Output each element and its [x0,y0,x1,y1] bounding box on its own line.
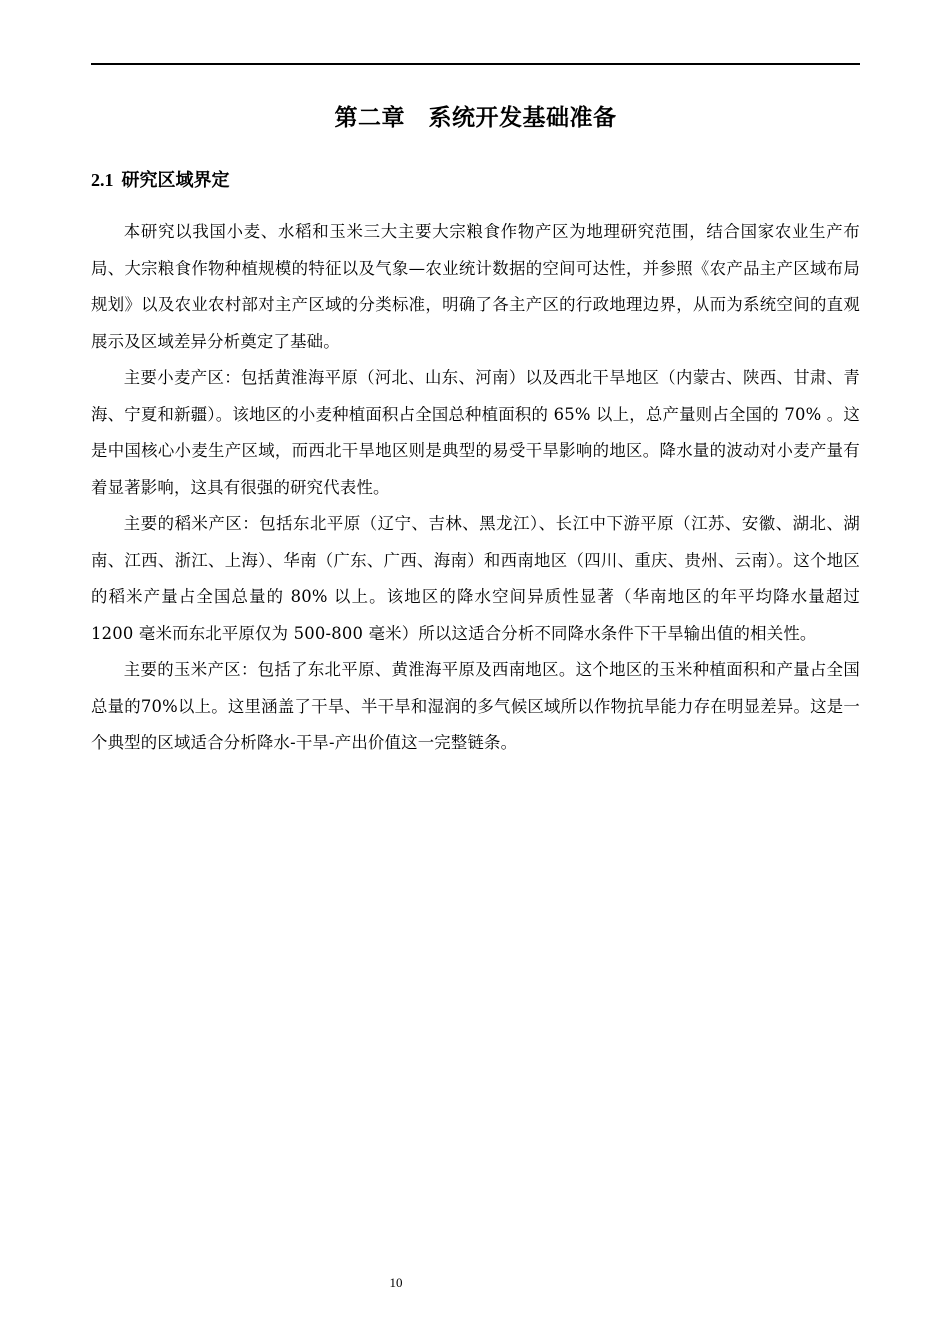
paragraph-rice-region: 主要的稻米产区：包括东北平原（辽宁、吉林、黑龙江）、长江中下游平原（江苏、安徽、湖北、湖南、江西、浙江、上海）、华南（广东、广西、海南）和西南地区（四川、重庆、贵州、云南）。这个地区的稻米产量占全国总量的 80% 以上。该地区的降水空间异质性显著（华南地区的年平均降水量超过 1200 毫米而东北平原仅为 500-800 毫米）所以这适合分析不同降水条件下干旱输出值的相关性。 [91,514,860,643]
paragraph-wheat-region: 主要小麦产区：包括黄淮海平原（河北、山东、河南）以及西北干旱地区（内蒙古、陕西、甘肃、青海、宁夏和新疆）。该地区的小麦种植面积占全国总种植面积的 65% 以上，总产量则占全国的 70% 。这是中国核心小麦生产区域，而西北干旱地区则是典型的易受干旱影响的地区。降水量的波动对小麦产量有着显著影响，这具有很强的研究代表性。 [91,368,860,497]
paragraph-corn-region: 主要的玉米产区：包括了东北平原、黄淮海平原及西南地区。这个地区的玉米种植面积和产量占全国总量的70%以上。这里涵盖了干旱、半干旱和湿润的多气候区域所以作物抗旱能力存在明显差异。这是一个典型的区域适合分析降水-干旱-产出价值这一完整链条。 [91,660,860,752]
section-number: 2.1 [91,170,114,190]
paragraph-intro: 本研究以我国小麦、水稻和玉米三大主要大宗粮食作物产区为地理研究范围，结合国家农业生产布局、大宗粮食作物种植规模的特征以及气象—农业统计数据的空间可达性，并参照《农产品主产区域布局规划》以及农业农村部对主产区域的分类标准，明确了各主产区的行政地理边界，从而为系统空间的直观展示及区域差异分析奠定了基础。 [91,222,860,351]
page-number [0,1274,950,1292]
body-text [91,214,860,762]
chapter-title: 第二章 系统开发基础准备 [334,105,617,131]
header-rule [91,63,860,65]
section-title: 研究区域界定 [121,170,230,191]
section-heading [91,166,860,195]
page-number-text: 10 [389,1275,403,1290]
